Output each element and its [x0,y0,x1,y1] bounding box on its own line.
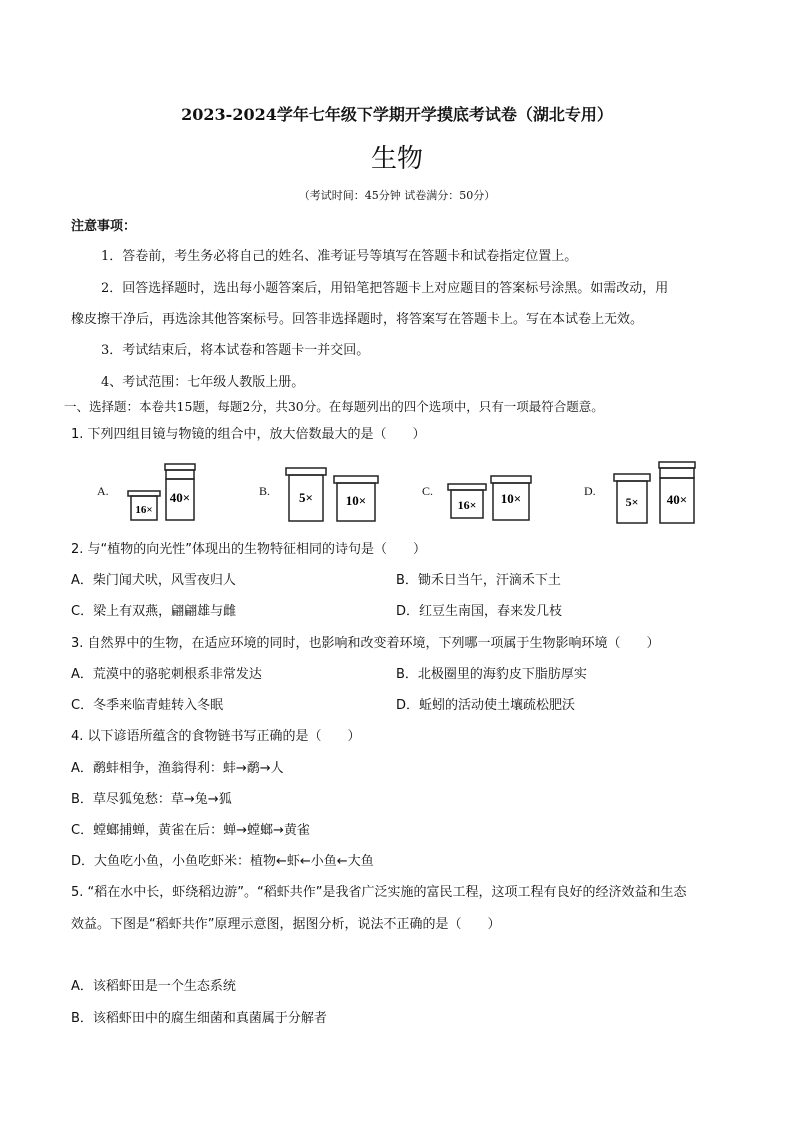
q1-option-c-lens-figure [446,474,536,524]
q3-option-a: A．荒漠中的骆驼刺根系非常发达 [71,667,262,682]
objective-10x-icon [491,476,531,520]
notice-heading: 注意事项： [71,219,137,234]
q3-option-d: D．蚯蚓的活动使土壤疏松肥沃 [396,698,576,713]
q1-option-b-letter: B. [259,484,271,498]
q1-d-lens1: 5× [625,495,639,509]
exam-title: 2023-2024学年七年级下学期开学摸底考试卷（湖北专用） [181,105,613,124]
q1-option-c-letter: C. [422,484,434,498]
notice-item-2-cont: 橡皮擦干净后，再选涂其他答案标号。回答非选择题时，将答案写在答题卡上。写在本试卷上无效。 [71,312,644,327]
q1-a-lens1: 16× [135,504,153,516]
q1-option-b-lens-figure [284,466,384,524]
q1-c-lens1: 16× [457,498,477,512]
q1-option-d-letter: D. [584,484,596,498]
q5-option-b: B．该稻虾田中的腐生细菌和真菌属于分解者 [71,1011,327,1026]
q1-b-lens2: 10× [345,493,367,508]
q5-stem-line2: 效益。下图是“稻虾共作”原理示意图，据图分析，说法不正确的是（ ） [71,917,501,932]
q1-option-a-letter: A. [97,484,109,498]
q1-option-a-lens-figure [125,462,200,524]
q4-option-d: D．大鱼吃小鱼，小鱼吃虾米：植物←虾←小鱼←大鱼 [71,854,374,869]
notice-item-2: 2．回答选择题时，选出每小题答案后，用铅笔把答题卡上对应题目的答案标号涂黑。如需改动，用 [101,281,669,296]
eyepiece-5x-icon [286,468,326,521]
q2-stem: 2. 与“植物的向光性”体现出的生物特征相同的诗句是（ ） [71,542,427,557]
q2-option-d: D．红豆生南国，春来发几枝 [396,604,563,619]
notice-item-3: 3．考试结束后，将本试卷和答题卡一并交回。 [101,343,370,358]
notice-item-1: 1．答卷前，考生务必将自己的姓名、准考证号等填写在答题卡和试卷指定位置上。 [101,249,578,264]
q1-option-d-lens-figure [612,460,700,526]
notice-item-4: 4、考试范围：七年级人教版上册。 [101,375,305,390]
objective-10x-icon [334,476,378,521]
objective-40x-icon [659,462,695,523]
q1-a-lens2: 40× [169,490,191,505]
eyepiece-16x-icon [448,484,486,518]
q4-stem: 4. 以下谚语所蕴含的食物链书写正确的是（ ） [71,729,361,744]
eyepiece-5x-icon [614,474,650,523]
q2-option-a: A．柴门闻犬吠，风雪夜归人 [71,573,236,588]
q2-option-b: B．锄禾日当午，汗滴禾下土 [396,573,561,588]
q1-stem: 1. 下列四组目镜与物镜的组合中，放大倍数最大的是（ ） [71,427,426,442]
q1-d-lens2: 40× [666,492,688,507]
q3-stem: 3. 自然界中的生物，在适应环境的同时，也影响和改变着环境，下列哪一项属于生物影响环境（ ） [71,636,660,651]
q4-option-a: A．鹬蚌相争，渔翁得利：蚌→鹬→人 [71,761,284,776]
subject-title: 生物 [370,144,423,174]
objective-40x-icon [165,464,195,520]
q2-option-c: C．梁上有双燕，翩翩雄与雌 [71,604,237,619]
q1-c-lens2: 10× [500,491,522,506]
q3-option-c: C．冬季来临青蛙转入冬眠 [71,698,224,713]
q4-option-b: B．草尽狐兔愁：草→兔→狐 [71,792,232,807]
q5-stem-line1: 5. “稻在水中长，虾绕稻边游”。“稻虾共作”是我省广泛实施的富民工程，这项工程有良好的经济效益和生态 [71,885,687,900]
q3-option-b: B．北极圈里的海豹皮下脂肪厚实 [396,667,587,682]
eyepiece-16x-icon [128,491,160,520]
q5-option-a: A．该稻虾田是一个生态系统 [71,979,236,994]
q4-option-c: C．螳螂捕蝉，黄雀在后：蝉→螳螂→黄雀 [71,823,310,838]
section-heading: 一、选择题：本卷共15题，每题2分，共30分。在每题列出的四个选项中，只有一项最符合题意。 [64,399,604,414]
q1-b-lens1: 5× [299,490,313,505]
exam-info: （考试时间：45分钟 试卷满分：50分） [298,189,496,202]
